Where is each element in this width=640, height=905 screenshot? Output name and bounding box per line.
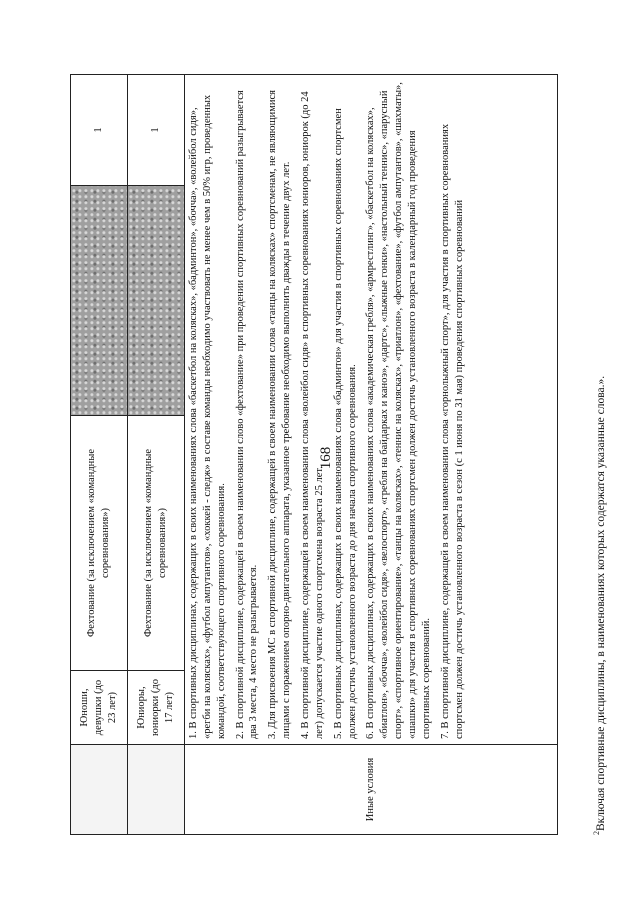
footnote-text: Включая спортивные дисциплины, в наименованиях которых содержатся указанные слова.». bbox=[594, 375, 607, 831]
condition-item: 4. В спортивной дисциплине, содержащей в своем наименовании слова «волейбол сидя» в спортивных соревнованиях юниоров, юниорок (до 24 лет) допускается участие одного спортсмена возраста 25 лет. bbox=[300, 91, 325, 739]
age-group-cell: Юниоры, юниорки (до 17 лет) bbox=[128, 671, 185, 745]
empty-cell bbox=[71, 745, 128, 835]
value-cell: 1 bbox=[128, 75, 185, 186]
shaded-cell bbox=[128, 186, 185, 416]
value-cell: 1 bbox=[71, 75, 128, 186]
condition-item: 2. В спортивной дисциплине, содержащей в своем наименовании слово «фехтование» при проведении спортивных соревнований разыгрывается два 3 места, 4 место не разыгрывается. bbox=[234, 90, 260, 739]
condition-item: 3. Для присвоения МС в спортивной дисциплине, содержащей в своем наименовании слова «танцы на колясках» спортсменам, не являющимися лицами с поражением опорно-двигательного аппарата, указанное требование необходимо выполнить дважды в течение двух лет. bbox=[267, 90, 293, 739]
table-row bbox=[128, 75, 185, 835]
footnote-mark: 2 bbox=[592, 831, 601, 835]
condition-item: 6. В спортивных дисциплинах, содержащих в своих наименованиях слова «академическая гребля», «армрестлинг», «баскетбол на колясках», «биатлон», «бочча», «волейбол сидя», «велоспорт», «гребля на байдарках и каноэ», «дартс», «лыжные гонки», «настольный теннис», «парусный спорт», «спортивное ориентирование», «танцы на колясках», «теннис на колясках», «триатлон», «фехтование», «футбол ампутантов», «шахматы», «шашки» для участия в спортивных соревнованиях спортсмен должен достичь установленного возраста в календарный год проведения спортивных соревнований. bbox=[365, 82, 432, 739]
empty-cell bbox=[128, 745, 185, 835]
page-number: 168 bbox=[318, 446, 334, 470]
condition-item: 7. В спортивной дисциплине, содержащей в своем наименовании слова «горнолыжный спорт», для участия в спортивных соревнованиях спортсмен должен достичь установленного возраста в сезон (с 1 июня по 31 мая) проведения спортивных соревнований bbox=[439, 123, 465, 739]
rotated-content bbox=[70, 75, 607, 835]
age-group-cell: Юноши, девушки (до 23 лет) bbox=[71, 671, 128, 745]
qualification-table bbox=[70, 74, 558, 835]
discipline-cell: Фехтование (за исключением «командные соревнования») bbox=[128, 416, 185, 671]
discipline-cell: Фехтование (за исключением «командные соревнования») bbox=[71, 416, 128, 671]
table-row bbox=[71, 75, 128, 835]
conditions-row bbox=[185, 75, 558, 835]
condition-item: 1. В спортивных дисциплинах, содержащих в своих наименованиях слова «баскетбол на колясках», «бадминтон», «бочча», «волейбол сидя», «регби на колясках», «футбол ампутантов», «хоккей - следж» в составе команды необходимо участвовать не менее чем в 50% игр, проведенных командой, соответствующего спортивного соревнования. bbox=[188, 94, 227, 739]
conditions-label: Иные условия bbox=[185, 745, 558, 835]
condition-item: 5. В спортивных дисциплинах, содержащих в своих наименованиях слова «бадминтон» для участия в спортивных соревнованиях спортсмен должен достичь установленного возраста до дня начала спортивного соревнования. bbox=[332, 108, 358, 739]
conditions-cell bbox=[185, 75, 558, 745]
shaded-cell bbox=[71, 186, 128, 416]
footnote bbox=[592, 75, 609, 835]
